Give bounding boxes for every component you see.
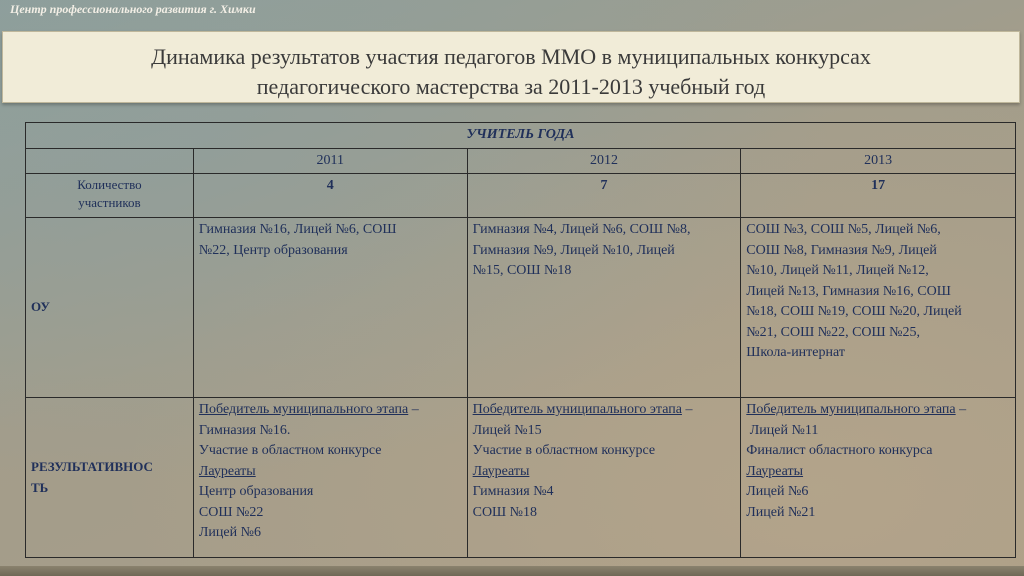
count-2013: 17 bbox=[741, 174, 1016, 218]
schools-row bbox=[26, 218, 1016, 398]
years-row bbox=[26, 148, 1016, 174]
winner-line bbox=[199, 400, 462, 421]
winner-line bbox=[473, 400, 736, 421]
empty-corner-cell bbox=[26, 148, 194, 174]
results-2013 bbox=[741, 398, 1016, 558]
results-label-line-2: ТЬ bbox=[31, 479, 49, 495]
schools-2013-line: №21, СОШ №22, СОШ №25, bbox=[746, 324, 921, 340]
schools-2011-line: №22, Центр образования bbox=[198, 242, 348, 258]
schools-2012-line: Гимназия №9, Лицей №10, Лицей bbox=[472, 242, 675, 258]
schools-2013-line: Лицей №13, Гимназия №16, СОШ bbox=[746, 283, 951, 299]
regional-status: Участие в областном конкурсе bbox=[472, 443, 656, 458]
schools-2013-line: №18, СОШ №19, СОШ №20, Лицей bbox=[746, 304, 962, 319]
winner-name: Лицей №15 bbox=[472, 422, 542, 438]
regional-status: Участие в областном конкурсе bbox=[198, 443, 382, 458]
results-row bbox=[26, 398, 1016, 558]
winner-link[interactable]: Победитель муниципального этапа bbox=[746, 402, 956, 417]
year-2011-header: 2011 bbox=[193, 148, 467, 174]
schools-2011-line: Гимназия №16, Лицей №6, СОШ bbox=[198, 222, 397, 237]
winner-link[interactable]: Победитель муниципального этапа bbox=[472, 402, 682, 417]
year-2013-header: 2013 bbox=[741, 148, 1016, 174]
winner-name: Гимназия №16. bbox=[198, 422, 291, 438]
winner-dash: – bbox=[955, 402, 967, 417]
count-label-line-2: участников bbox=[78, 195, 141, 210]
count-2012: 7 bbox=[467, 174, 741, 218]
participants-count-label bbox=[26, 174, 194, 218]
schools-label: ОУ bbox=[26, 218, 194, 398]
winner-line bbox=[746, 400, 1010, 421]
laureate-item: СОШ №18 bbox=[472, 504, 538, 520]
schools-2011 bbox=[193, 218, 467, 398]
laureates-link[interactable]: Лауреаты bbox=[472, 463, 530, 479]
laureate-item: СОШ №22 bbox=[198, 504, 264, 520]
table-heading: УЧИТЕЛЬ ГОДА bbox=[26, 123, 1016, 149]
results-label-line-1: РЕЗУЛЬТАТИВНОС bbox=[31, 459, 153, 474]
winner-dash: – bbox=[681, 402, 693, 417]
winner-dash: – bbox=[408, 402, 419, 417]
organization-title: Центр профессионального развития г. Химки bbox=[10, 2, 256, 16]
schools-2013-line: №10, Лицей №11, Лицей №12, bbox=[746, 263, 929, 278]
regional-status: Финалист областного конкурса bbox=[746, 443, 933, 458]
schools-2013 bbox=[741, 218, 1016, 398]
winner-name: Лицей №11 bbox=[746, 422, 819, 438]
winner-link[interactable]: Победитель муниципального этапа bbox=[198, 402, 409, 417]
schools-2013-line: СОШ №8, Гимназия №9, Лицей bbox=[746, 242, 937, 258]
results-2011 bbox=[193, 398, 467, 558]
count-2011: 4 bbox=[193, 174, 467, 218]
laureate-item: Лицей №21 bbox=[746, 504, 816, 520]
laureate-item: Гимназия №4 bbox=[472, 484, 554, 499]
table-heading-row bbox=[26, 123, 1016, 149]
bottom-decor-strip bbox=[0, 566, 1024, 576]
laureate-item: Лицей №6 bbox=[746, 484, 809, 499]
slide-title-line-2: педагогического мастерства за 2011-2013 учебный год bbox=[256, 74, 766, 99]
slide-title-box bbox=[2, 31, 1020, 103]
slide-title-line-1: Динамика результатов участия педагогов ММО в муниципальных конкурсах bbox=[151, 44, 871, 69]
laureate-item: Центр образования bbox=[198, 484, 314, 499]
laureates-link[interactable]: Лауреаты bbox=[198, 463, 256, 479]
schools-2012-line: Гимназия №4, Лицей №6, СОШ №8, bbox=[472, 222, 691, 237]
schools-2012 bbox=[467, 218, 741, 398]
schools-2013-line: СОШ №3, СОШ №5, Лицей №6, bbox=[746, 222, 941, 237]
laureates-link[interactable]: Лауреаты bbox=[746, 463, 804, 479]
participants-count-row bbox=[26, 174, 1016, 218]
count-label-line-1: Количество bbox=[77, 177, 142, 192]
schools-2013-line: Школа-интернат bbox=[746, 345, 845, 360]
year-2012-header: 2012 bbox=[467, 148, 741, 174]
results-2012 bbox=[467, 398, 741, 558]
schools-2012-line: №15, СОШ №18 bbox=[472, 263, 572, 278]
results-table bbox=[25, 122, 1016, 558]
results-label bbox=[26, 398, 194, 558]
laureate-item: Лицей №6 bbox=[198, 525, 261, 540]
